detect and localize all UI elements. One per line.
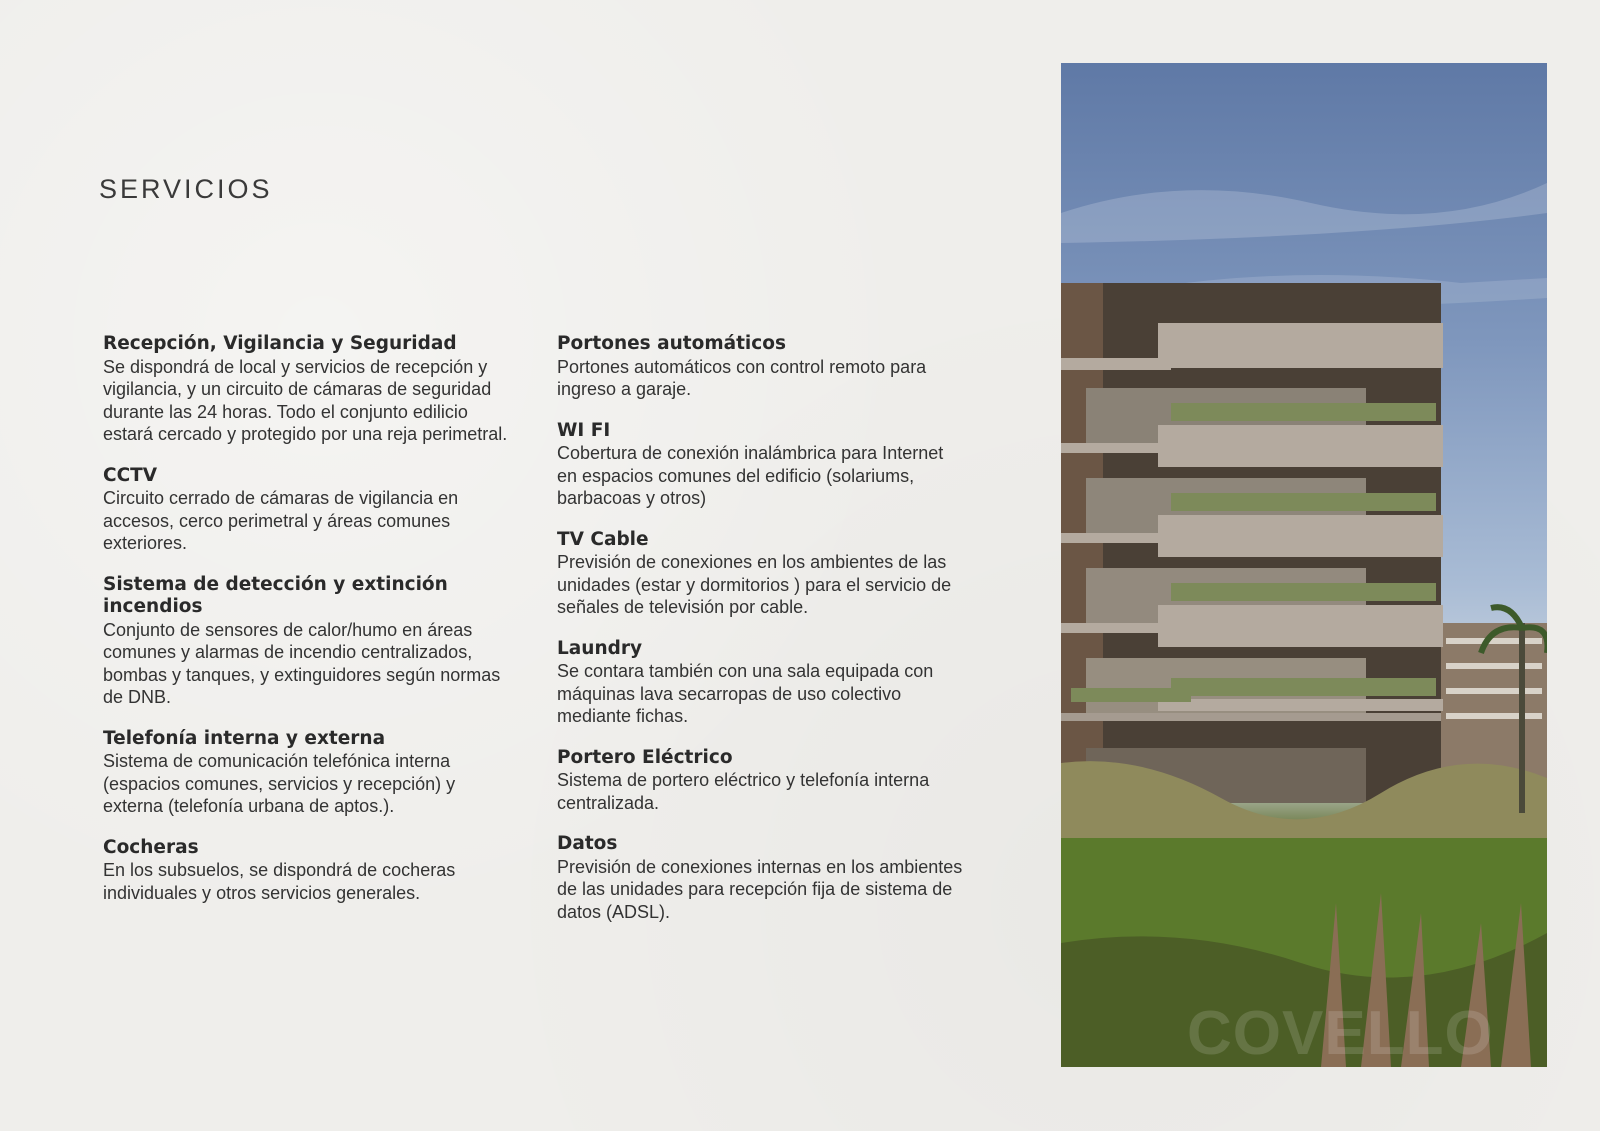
service-text: Se contara también con una sala equipada con máquinas lava secarropas de uso colectivo mediante fichas. — [557, 661, 934, 726]
service-title: Portones automáticos — [557, 333, 786, 354]
service-text: Sistema de portero eléctrico y telefonía interna centralizada. — [557, 770, 930, 813]
service-title: Sistema de detección y extinción incendios — [103, 573, 448, 617]
service-item — [103, 837, 513, 905]
service-item — [103, 728, 513, 818]
service-title: Laundry — [557, 637, 643, 659]
service-item — [557, 638, 967, 728]
services-column-right — [557, 333, 967, 942]
service-item — [557, 833, 967, 923]
service-item — [103, 574, 513, 709]
service-title: WI FI — [557, 419, 611, 441]
building-photo — [1061, 63, 1547, 1067]
service-text: Conjunto de sensores de calor/humo en áreas comunes y alarmas de incendio centralizados, bombas y tanques, y extinguidores según normas de DNB. — [103, 619, 501, 707]
service-text: Previsión de conexiones internas en los ambientes de las unidades para recepción fija de sistema de datos (ADSL). — [557, 856, 963, 922]
service-text: En los subsuelos, se dispondrá de cocheras individuales y otros servicios generales. — [103, 860, 456, 903]
services-column-left — [103, 333, 513, 923]
service-text: Sistema de comunicación telefónica interna (espacios comunes, servicios y recepción) y externa (telefonía urbana de aptos.). — [103, 751, 456, 816]
service-title: TV Cable — [557, 528, 649, 550]
service-item — [103, 333, 513, 446]
service-text: Circuito cerrado de cámaras de vigilancia en accesos, cerco perimetral y áreas comunes exteriores. — [103, 488, 459, 553]
service-item — [557, 333, 967, 401]
service-title: Telefonía interna y externa — [103, 727, 386, 749]
service-title: Datos — [557, 833, 618, 854]
service-text: Previsión de conexiones en los ambientes de las unidades (estar y dormitorios ) para el servicio de señales de televisión por cable. — [557, 552, 952, 617]
page-title: SERVICIOS — [99, 174, 273, 204]
service-item — [557, 529, 967, 619]
service-text: Cobertura de conexión inalámbrica para Internet en espacios comunes del edificio (solariums, barbacoas y otros) — [557, 443, 944, 508]
service-item — [103, 465, 513, 555]
service-item — [557, 420, 967, 510]
service-title: Cocheras — [103, 836, 199, 858]
watermark-logo: COVELLO — [1187, 999, 1494, 1067]
building-illustration — [1061, 63, 1547, 1067]
service-text: Se dispondrá de local y servicios de recepción y vigilancia, y un circuito de cámaras de seguridad durante las 24 horas. Todo el conjunto edilicio estará cercado y protegido por una reja perimetral. — [103, 356, 508, 444]
service-title: Recepción, Vigilancia y Seguridad — [103, 333, 457, 354]
service-title: CCTV — [103, 464, 158, 486]
service-title: Portero Eléctrico — [557, 746, 733, 768]
service-item — [557, 747, 967, 815]
service-text: Portones automáticos con control remoto para ingreso a garaje. — [557, 356, 927, 399]
